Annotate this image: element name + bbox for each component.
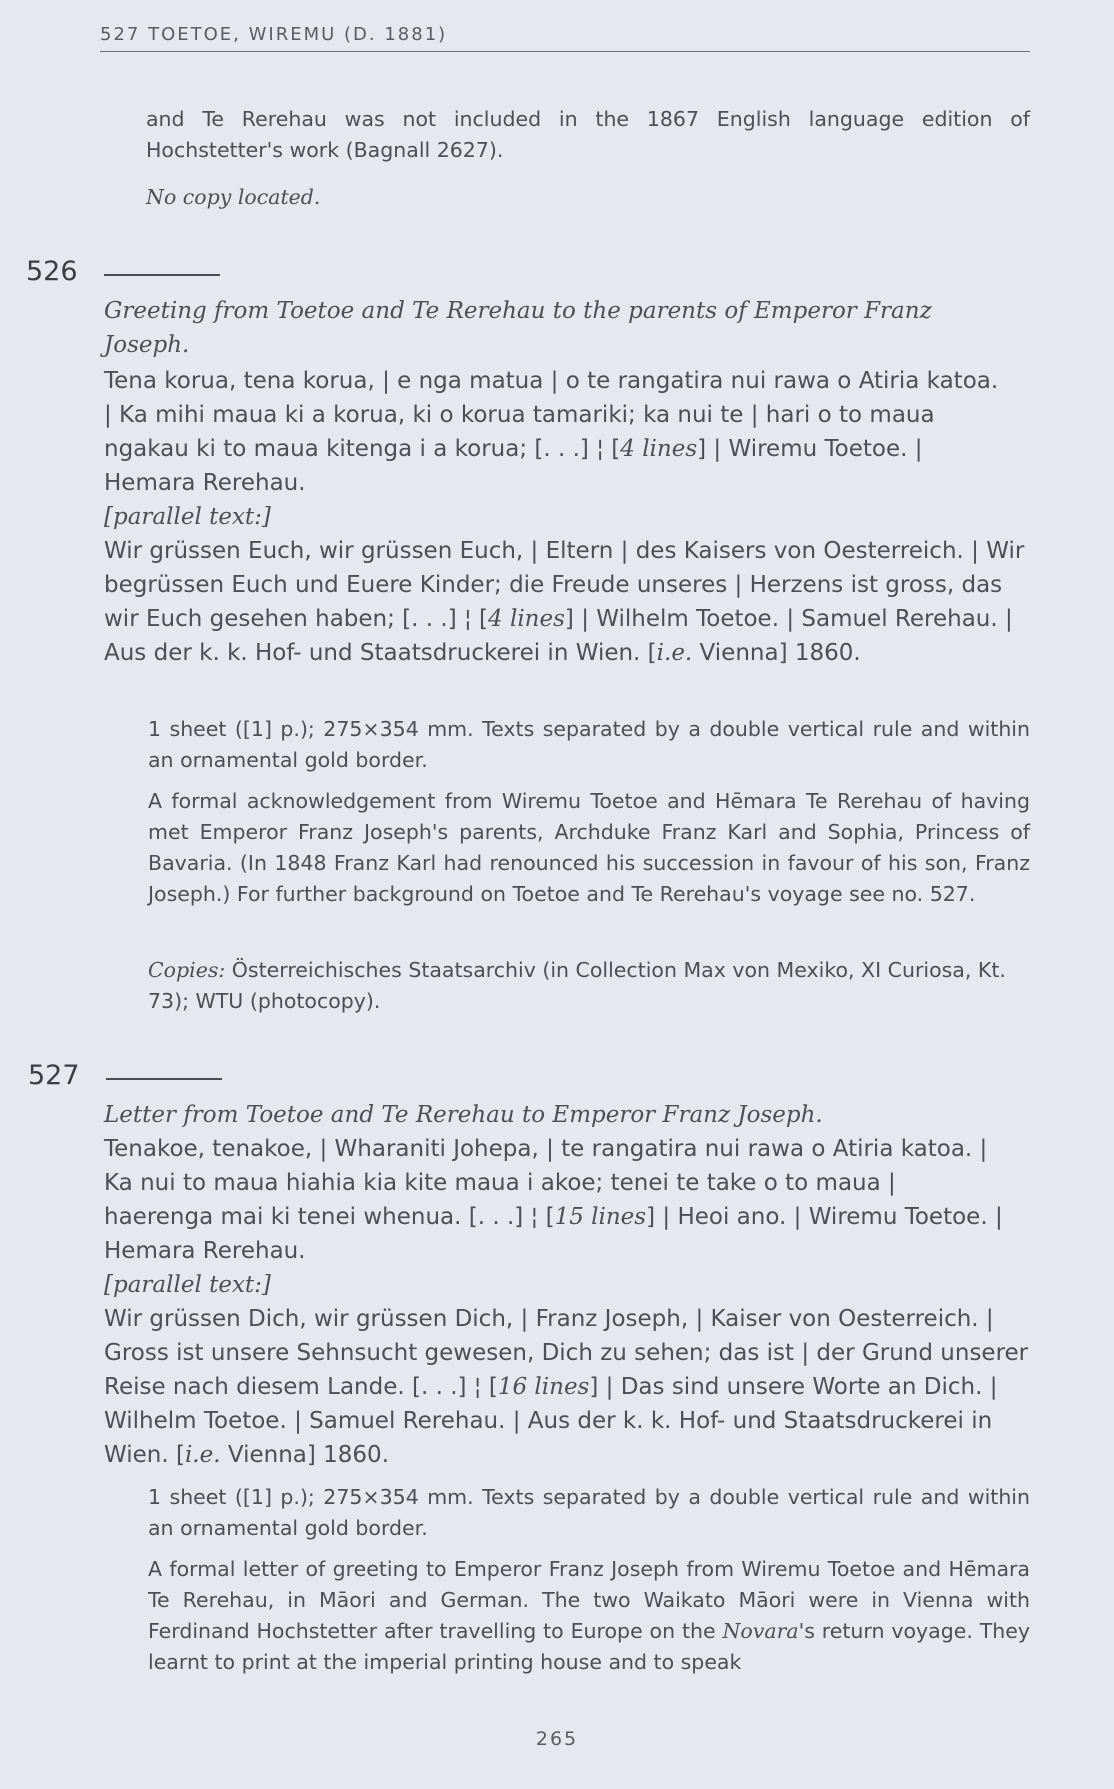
line-count: 4 lines	[620, 436, 698, 462]
copies-text: Österreichisches Staatsarchiv (in Collection Max von Mexiko, XI Curiosa, Kt. 73); WTU (photocopy).	[148, 958, 1006, 1013]
note-text-end: 's return voyage. They learnt to print at the imperial printing house and to speak	[148, 1619, 1030, 1674]
german-text-end: Vienna] 1860.	[220, 1442, 390, 1468]
running-head-rule	[100, 51, 1030, 52]
line-count: 4 lines	[488, 606, 565, 632]
maori-transcription	[104, 1132, 1009, 1268]
physical-description: 1 sheet ([1] p.); 275×354 mm. Texts separated by a double vertical rule and within an ornamental gold border.	[148, 1485, 1030, 1540]
page-number: 265	[535, 1728, 579, 1750]
ie-abbrev: i.e.	[184, 1442, 221, 1468]
german-text: Wir grüssen Euch, wir grüssen Euch, | Eltern | des Kaisers von Oesterreich. | Wir begrüssen Euch und Euere Kinder; die Freude unseres | Herzens ist gross, das wir Euch gesehen haben; [. . .] ¦ [	[104, 538, 1025, 632]
maori-text: Tenakoe, tenakoe, | Wharaniti Johepa, | te rangatira nui rawa o Atiria katoa. | Ka nui to maua hiahia kia kite maua i akoe; tenei te take o to maua | haerenga mai ki tenei whenua. [. . .] ¦ [	[104, 1136, 988, 1230]
entry-note	[148, 1554, 1030, 1678]
german-text-end: Vienna] 1860.	[692, 640, 861, 666]
entry-number: 527	[28, 1060, 80, 1091]
german-text-mid: ] | Wilhelm Toetoe. | Samuel Rerehau. | Aus der k. k. Hof- und Staatsdruckerei in Wien. [	[104, 606, 1013, 666]
german-text-mid: ] | Das sind unsere Worte an Dich. | Wilhelm Toetoe. | Samuel Rerehau. | Aus der k. k. Hof- und Staatsdruckerei in Wien. [	[104, 1374, 998, 1468]
running-head: 527 TOETOE, WIREMU (D. 1881)	[100, 24, 448, 45]
german-text: Wir grüssen Dich, wir grüssen Dich, | Franz Joseph, | Kaiser von Oesterreich. | Gross ist unsere Sehnsucht gewesen, Dich zu sehen; das ist | der Grund unserer Reise nach diesem Lande. [. . .] ¦ [	[104, 1306, 1029, 1400]
ie-abbrev: i.e.	[656, 640, 693, 666]
entry-note: A formal acknowledgement from Wiremu Toetoe and Hēmara Te Rerehau of having met Emperor Franz Joseph's parents, Archduke Franz Karl and Sophia, Princess of Bavaria. (In 1848 Franz Karl had renounced his succession in favour of his son, Franz Joseph.) For further background on Toetoe and Te Rerehau's voyage see no. 527.	[148, 789, 1030, 906]
no-copy-note: No copy located.	[146, 185, 321, 209]
maori-transcription	[104, 364, 1009, 500]
copies-statement	[148, 955, 1030, 1017]
maori-text-end: ] | Heoi ano. | Wiremu Toetoe. | Hemara Rerehau.	[104, 1204, 1003, 1264]
maori-text-end: ] | Wiremu Toetoe. | Hemara Rerehau.	[104, 436, 923, 496]
entry-number: 526	[26, 256, 78, 287]
line-count: 16 lines	[497, 1374, 590, 1400]
entry-rule	[106, 1078, 222, 1080]
carryover-text: and Te Rerehau was not included in the 1867 English language edition of Hochstetter's work (Bagnall 2627).	[146, 107, 1030, 162]
note-text: A formal letter of greeting to Emperor Franz Joseph from Wiremu Toetoe and Hēmara Te Rerehau, in Māori and German. The two Waikato Māori were in Vienna with Ferdinand Hochstetter after travelling to Europe on the	[148, 1557, 1030, 1643]
entry-title: Greeting from Toetoe and Te Rerehau to the parents of Emperor Franz Joseph.	[104, 298, 932, 358]
parallel-text-label: [parallel text:]	[104, 504, 271, 530]
physical-description: 1 sheet ([1] p.); 275×354 mm. Texts separated by a double vertical rule and within an ornamental gold border.	[148, 717, 1030, 772]
german-transcription	[104, 534, 1032, 670]
maori-text: Tena korua, tena korua, | e nga matua | o te rangatira nui rawa o Atiria katoa. | Ka mihi maua ki a korua, ki o korua tamariki; ka nui te | hari o to maua ngakau ki to maua kitenga i a korua; [. . .] ¦ [	[104, 368, 999, 462]
copies-label: Copies:	[148, 958, 226, 982]
parallel-text-label: [parallel text:]	[104, 1272, 271, 1298]
line-count: 15 lines	[554, 1204, 647, 1230]
entry-rule	[104, 274, 220, 276]
ship-name: Novara	[722, 1619, 799, 1643]
german-transcription	[104, 1302, 1032, 1472]
entry-title: Letter from Toetoe and Te Rerehau to Emperor Franz Joseph.	[104, 1102, 823, 1128]
